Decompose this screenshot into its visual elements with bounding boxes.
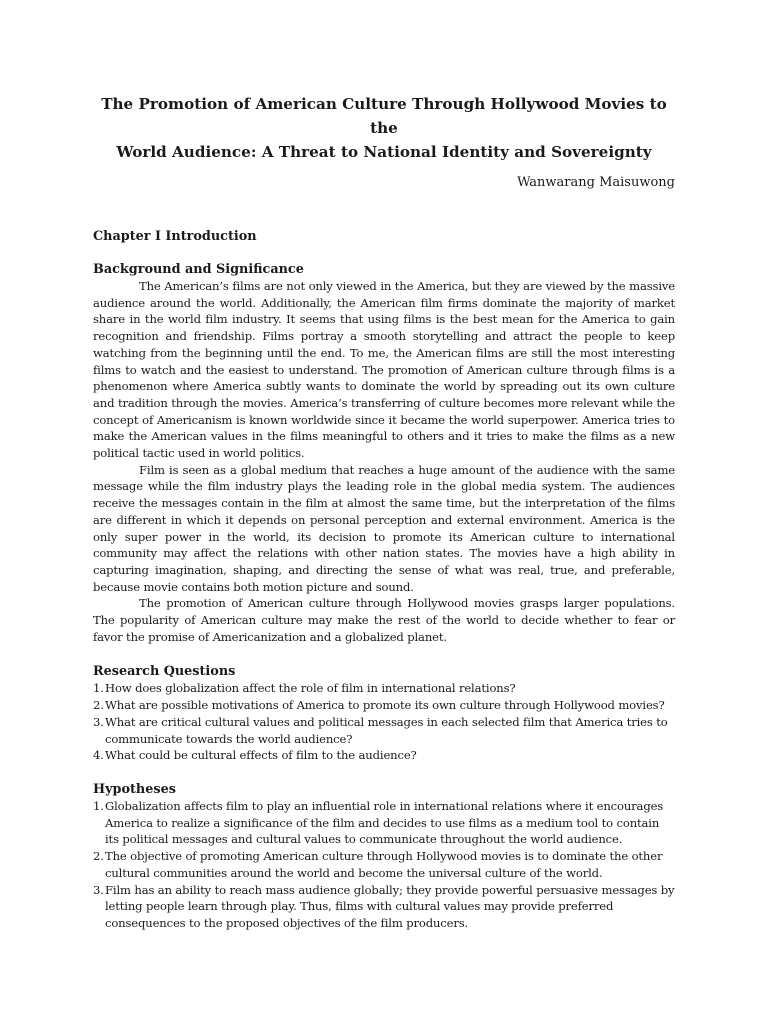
list-number: 4. (93, 748, 104, 763)
list-number: 3. (93, 714, 104, 729)
list-item (93, 882, 675, 932)
list-item (93, 798, 675, 848)
research-questions-heading: Research Questions (93, 664, 236, 680)
background-section (93, 278, 675, 645)
list-number: 1. (93, 681, 104, 696)
list-item-text: What are possible motivations of America to promote its own culture through Hollywood movies? (105, 698, 665, 713)
list-number: 1. (93, 798, 104, 813)
list-item (93, 697, 675, 714)
chapter-heading: Chapter I Introduction (93, 229, 257, 244)
hypotheses-list (93, 798, 675, 932)
list-number: 3. (93, 882, 104, 897)
paper-title-line-1: The Promotion of American Culture Through Hollywood Movies to the (101, 95, 667, 137)
research-questions-list (93, 680, 675, 764)
list-item-text: What are critical cultural values and political messages in each selected film that America tries to communicate towards the world audience? (105, 714, 668, 746)
list-item (93, 747, 675, 764)
list-item-text: Film has an ability to reach mass audience globally; they provide powerful persuasive messages by letting people learn through play. Thus, films with cultural values may provide preferred consequences to the proposed objectives of the film producers. (105, 882, 675, 930)
hypotheses-heading: Hypotheses (93, 781, 176, 797)
background-paragraph-1: The American’s films are not only viewed in the America, but they are viewed by the massive audience around the world. Additionally, the American film firms dominate the majority of market share in the world film industry. It seems that using films is the best mean for the America to gain recognition and friendship. Films portray a smooth storytelling and attract the people to keep watching from the beginning until the end. To me, the American films are still the most interesting films to watch and the easiest to understand. The promotion of American culture through films is a phenomenon where America subtly wants to dominate the world by spreading out its own culture and tradition through the movies. America’s transferring of culture becomes more relevant while the concept of Americanism is known worldwide since it became the world superpower. America tries to make the American values in the films meaningful to others and it tries to make the films as a new political tactic used in world politics. (93, 279, 675, 461)
background-paragraph-2: Film is seen as a global medium that reaches a huge amount of the audience with the same message while the film industry plays the leading role in the global media system. The audiences receive the messages contain in the film at almost the same time, but the interpretation of the films are different in which it depends on personal perception and external environment. America is the only super power in the world, its decision to promote its American culture to international community may affect the relations with other nation states. The movies have a high ability in capturing imagination, shaping, and directing the sense of what was real, true, and preferable, because movie contains both motion picture and sound. (93, 462, 675, 594)
paper-title-line-2: World Audience: A Threat to National Identity and Sovereignty (116, 143, 652, 161)
list-item (93, 848, 675, 881)
background-heading: Background and Significance (93, 262, 304, 277)
background-paragraph-3: The promotion of American culture through Hollywood movies grasps larger populations. The popularity of American culture may make the rest of the world to decide whether to fear or favor the promise of Americanization and a globalized planet. (93, 596, 675, 644)
document-page (93, 92, 675, 932)
list-item (93, 680, 675, 697)
paper-title (93, 92, 675, 164)
list-item (93, 714, 675, 747)
list-number: 2. (93, 849, 104, 864)
list-item-text: How does globalization affect the role of film in international relations? (105, 681, 516, 696)
list-item-text: What could be cultural effects of film to the audience? (105, 748, 417, 763)
list-item-text: Globalization affects film to play an influential role in international relations where it encourages America to realize a significance of the film and decides to use films as a medium tool to contain its political messages and cultural values to communicate throughout the world audience. (105, 798, 664, 847)
author-name: Wanwarang Maisuwong (517, 175, 675, 190)
list-number: 2. (93, 698, 104, 713)
list-item-text: The objective of promoting American culture through Hollywood movies is to dominate the other cultural communities around the world and become the universal culture of the world. (105, 849, 663, 880)
